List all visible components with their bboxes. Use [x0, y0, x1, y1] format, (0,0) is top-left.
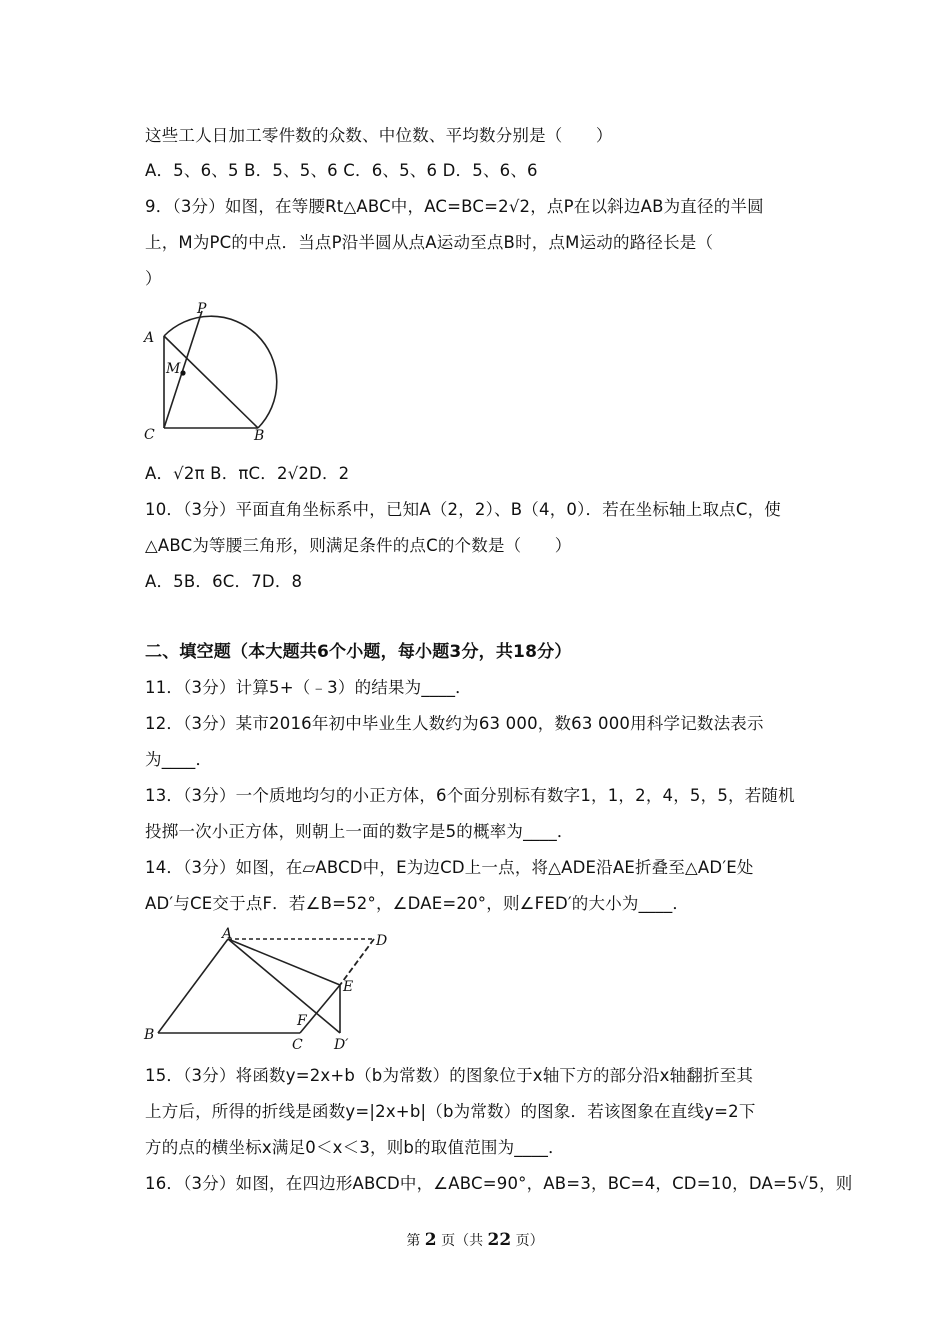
text-line-q9-options: A．√2π B．πC．2√2D．2 — [145, 464, 350, 483]
text-line-q9-2: 上，M为PC的中点．当点P沿半圆从点A运动至点B时，点M运动的路径长是（ — [145, 233, 714, 252]
label-p: P — [197, 301, 207, 317]
label-f: F — [297, 1013, 307, 1029]
text-line-q14-1: 14．（3分）如图，在▱ABCD中，E为边CD上一点，将△ADE沿AE折叠至△AD′E处 — [145, 858, 754, 877]
text-line-q8-stem: 这些工人日加工零件数的众数、中位数、平均数分别是（ ） — [145, 126, 613, 145]
text-line-q10-options: A．5B．6C．7D．8 — [145, 572, 303, 591]
page-footer — [0, 1230, 950, 1250]
text-line-q16-1: 16．（3分）如图，在四边形ABCD中，∠ABC=90°，AB=3，BC=4，CD=10，DA=5√5，则 — [145, 1174, 853, 1193]
label-d: D — [376, 933, 388, 949]
label-c: C — [144, 427, 155, 443]
section-title-fill-in: 二、填空题（本大题共6个小题，每小题3分，共18分） — [145, 642, 572, 662]
text-line-q10-2: △ABC为等腰三角形，则满足条件的点C的个数是（ ） — [145, 536, 572, 555]
label-a2: A — [222, 926, 233, 942]
text-line-q15-1: 15．（3分）将函数y=2x+b（b为常数）的图象位于x轴下方的部分沿x轴翻折至其 — [145, 1066, 754, 1085]
text-line-q11: 11．（3分）计算5+（﹣3）的结果为____． — [145, 678, 472, 697]
text-line-q9-3: ） — [145, 269, 162, 288]
text-line-q10-1: 10．（3分）平面直角坐标系中，已知A（2，2）、B（4，0）．若在坐标轴上取点C，使 — [145, 500, 781, 519]
footer-suffix: 页） — [515, 1233, 544, 1249]
text-line-q8-options: A．5、6、5 B．5、5、6 C．6、5、6 D．5、6、6 — [145, 161, 538, 180]
text-line-q12-1: 12．（3分）某市2016年初中毕业生人数约为63 000，数63 000用科学记数法表示 — [145, 714, 764, 733]
text-line-q15-3: 方的点的横坐标x满足0＜x＜3，则b的取值范围为____． — [145, 1138, 565, 1157]
footer-page-number: 2 — [424, 1230, 437, 1250]
label-c2: C — [292, 1037, 303, 1053]
label-m: M — [166, 361, 181, 377]
label-d-prime: D′ — [334, 1037, 349, 1053]
text-line-q15-2: 上方后，所得的折线是函数y=|2x+b|（b为常数）的图象．若该图象在直线y=2下 — [145, 1102, 756, 1121]
label-b: B — [254, 428, 265, 444]
footer-total-pages: 22 — [487, 1230, 512, 1250]
text-line-q13-2: 投掷一次小正方体，则朝上一面的数字是5的概率为____． — [145, 822, 574, 841]
label-e: E — [343, 979, 354, 995]
text-line-q13-1: 13．（3分）一个质地均匀的小正方体，6个面分别标有数字1，1，2，4，5，5，若随机 — [145, 786, 795, 805]
figure-q14-parallelogram — [140, 925, 400, 1055]
text-line-q12-2: 为____． — [145, 750, 213, 769]
text-line-q14-2: AD′与CE交于点F．若∠B=52°，∠DAE=20°，则∠FED′的大小为____． — [145, 894, 690, 913]
text-line-q9-1: 9．（3分）如图，在等腰Rt△ABC中，AC=BC=2√2，点P在以斜边AB为直径的半圆 — [145, 197, 764, 216]
label-a: A — [144, 330, 155, 346]
footer-middle: 页（共 — [441, 1233, 484, 1249]
label-b2: B — [144, 1027, 155, 1043]
figure-q9-semicircle — [140, 296, 280, 446]
footer-prefix: 第 — [406, 1233, 421, 1249]
